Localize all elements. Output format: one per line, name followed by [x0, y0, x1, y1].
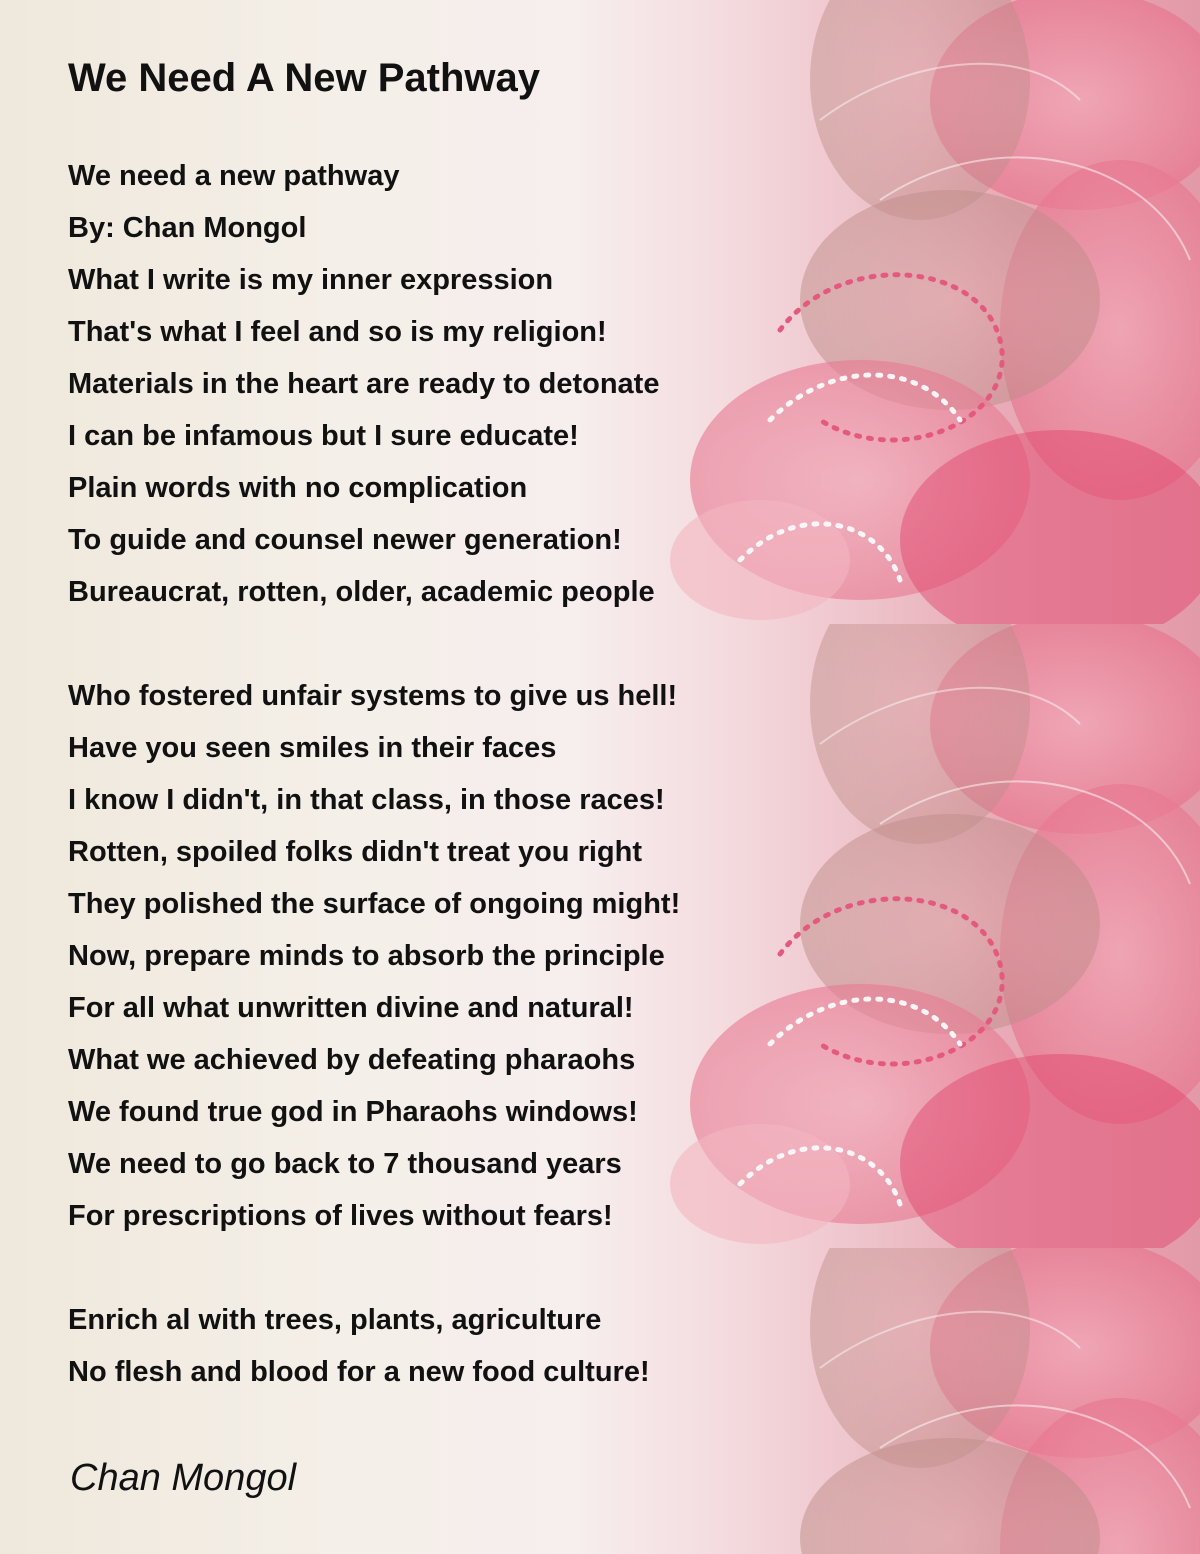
poem-line: By: Chan Mongol	[68, 212, 307, 244]
poem-line: Who fostered unfair systems to give us hell!	[68, 680, 678, 712]
poem-line: Materials in the heart are ready to detonate	[68, 368, 660, 400]
poem-line: What I write is my inner expression	[68, 264, 554, 296]
poem-line: We need a new pathway	[68, 160, 400, 192]
poem-line: I know I didn't, in that class, in those races!	[68, 784, 665, 816]
poem-line: Now, prepare minds to absorb the principle	[68, 940, 665, 972]
poem-line: That's what I feel and so is my religion!	[68, 316, 607, 348]
poem-line: Have you seen smiles in their faces	[68, 732, 557, 764]
poem-line: I can be infamous but I sure educate!	[68, 420, 579, 452]
poem-line: For prescriptions of lives without fears!	[68, 1200, 613, 1232]
poem-line: No flesh and blood for a new food culture!	[68, 1356, 650, 1388]
poem-line: To guide and counsel newer generation!	[68, 524, 622, 556]
poem-line: For all what unwritten divine and natural!	[68, 992, 634, 1024]
poem-stanza	[68, 670, 680, 1242]
poem-line: They polished the surface of ongoing might!	[68, 888, 681, 920]
poem-stanza	[68, 1294, 650, 1398]
poem-stanza	[68, 150, 659, 618]
poem-author: Chan Mongol	[70, 1457, 297, 1499]
poem-line: What we achieved by defeating pharaohs	[68, 1044, 636, 1076]
poem-line: Bureaucrat, rotten, older, academic people	[68, 576, 655, 608]
poem-line: Plain words with no complication	[68, 472, 528, 504]
poem-line: We found true god in Pharaohs windows!	[68, 1096, 638, 1128]
poem-title: We Need A New Pathway	[68, 56, 540, 100]
poem-line: We need to go back to 7 thousand years	[68, 1148, 622, 1180]
poem-line: Enrich al with trees, plants, agriculture	[68, 1304, 602, 1336]
poem-line: Rotten, spoiled folks didn't treat you right	[68, 836, 643, 868]
